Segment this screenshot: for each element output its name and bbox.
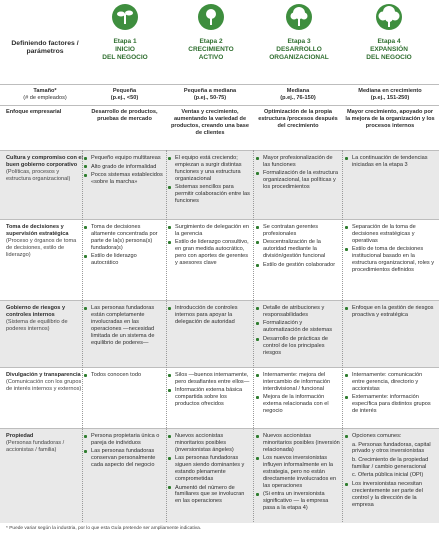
list-item: Se contratan gerentes profesionales	[256, 224, 340, 238]
stage-2-title-a: CRECIMIENTO	[188, 46, 234, 53]
disclosure-stage-1	[84, 372, 165, 381]
list-item: Estilo de liderazgo consultivo, en gran medida autocrático, pero con aportes de gerentes y asesores clave	[168, 239, 252, 267]
risk-stage-1	[84, 305, 165, 348]
focus-stage-2: Ventas y crecimiento, aumentando la variedad de productos, creando una base de clientes	[170, 109, 250, 136]
stage-4-title-a: EXPANSIÓN	[370, 46, 408, 53]
culture-stage-3	[256, 155, 340, 193]
size-stage-2	[168, 88, 252, 102]
list-item: Todos conocen todo	[84, 372, 165, 379]
ownership-stage-4	[345, 433, 435, 510]
list-item: Las personas fundadoras conservan personalmente cada aspecto del negocio	[84, 448, 165, 469]
size-stage-2-range: (p.ej., 50-75)	[193, 94, 227, 101]
list-item: Aumentó del número de familiares que se involucran en las operaciones	[168, 485, 252, 506]
disclosure-subtitle: (Comunicación con los grupos de interés internos y externos)	[6, 378, 82, 392]
culture-title: Cultura y compromiso con el buen gobierno corporativo	[6, 155, 84, 168]
risk-label	[6, 305, 84, 333]
footnote: * Puede variar según la industria, por lo que esta Guía pretende ser ampliamente indicativa.	[6, 526, 202, 531]
small-tree-icon	[198, 4, 224, 30]
list-item: El equipo está creciendo; empiezan a surgir distintas funciones y una estructura organizacional	[168, 155, 252, 183]
list-item: Nuevos accionistas minoritarios posibles (inversión relacionada)	[256, 433, 340, 454]
size-label-text: Tamaño*	[33, 88, 57, 94]
decisions-stage-4	[345, 224, 435, 276]
list-item: Desarrollo de prácticas de control de los principales riesgos	[256, 336, 340, 357]
list-item: Pocos sistemas establecidos «sobre la marcha»	[84, 172, 165, 186]
column-divider	[253, 150, 254, 522]
stage-3-title-a: DESARROLLO	[276, 46, 322, 53]
risk-stage-2	[168, 305, 252, 327]
list-item: Internamente: comunicación entre gerencia, directorio y accionistas	[345, 372, 435, 393]
stage-1-header	[82, 4, 168, 62]
risk-row	[0, 300, 439, 367]
focus-stage-4: Mayor crecimiento, apoyado por la mejora de la organización y los procesos internos	[345, 109, 435, 129]
risk-stage-3	[256, 305, 340, 358]
list-item: Persona propietaria única o pareja de individuos	[84, 433, 165, 447]
list-item: Silos —buenos internamente, pero desafiantes entre ellos—	[168, 372, 252, 386]
culture-stage-2	[168, 155, 252, 207]
decisions-subtitle: (Proceso y órganos de toma de decisiones, estilo de liderazgo)	[6, 237, 77, 258]
stage-3-header	[256, 4, 342, 62]
stage-2-number: Etapa 2	[199, 38, 223, 45]
stage-4-number: Etapa 4	[377, 38, 401, 45]
list-item: Pequeño equipo multitareas	[84, 155, 165, 162]
culture-stage-1	[84, 155, 165, 187]
focus-stage-3: Optimización de la propia estructura /procesos después del crecimiento	[258, 109, 338, 129]
list-item: Información externa básica compartida sobre los productos ofrecidos	[168, 387, 252, 408]
decisions-stage-3	[256, 224, 340, 270]
list-item: Alto grado de informalidad	[84, 164, 165, 171]
list-item: Mejora de la información externa relacionada con el negocio	[256, 394, 340, 415]
stage-1-title-a: INICIO	[115, 46, 135, 53]
disclosure-stage-3	[256, 372, 340, 417]
list-item: (Si entra un inversionista significativo — la empresa pasa a la etapa 4)	[256, 491, 340, 512]
disclosure-title: Divulgación y transparencia	[6, 372, 81, 378]
size-stage-1-name: Pequeña	[112, 88, 137, 94]
list-item: La continuación de tendencias iniciadas en la etapa 3	[345, 155, 435, 169]
list-item: Los nuevos inversionistas influyen informalmente en la estrategia, pero no están directamente involucrados en las operaciones	[256, 455, 340, 490]
list-item: Sistemas sencillos para permitir colaboración entre las funciones	[168, 184, 252, 205]
ownership-stage-3	[256, 433, 340, 514]
decisions-stage-2	[168, 224, 252, 269]
culture-label	[6, 155, 84, 183]
list-item: b. Crecimiento de la propiedad familiar / cambio generacional	[352, 456, 429, 470]
size-stage-3	[256, 88, 340, 102]
list-item: Formalización de la estructura organizacional, las políticas y los procedimientos	[256, 170, 340, 191]
list-item: Mayor profesionalización de las funciones	[256, 155, 340, 169]
size-stage-4-name: Mediana en crecimiento	[358, 88, 422, 94]
header-label: Definiendo factores / parámetros	[11, 40, 79, 56]
culture-stage-4	[345, 155, 435, 170]
table-header	[0, 0, 439, 82]
list-item: Estilo de gestión colaborador	[256, 262, 340, 269]
disclosure-row	[0, 367, 439, 428]
stage-2-title-b: ACTIVO	[198, 54, 224, 61]
ownership-row	[0, 428, 439, 523]
list-item: Enfoque en la gestión de riesgos proactiva y estratégica	[345, 305, 435, 319]
focus-label: Enfoque empresarial	[6, 109, 62, 115]
list-item: a. Personas fundadoras, capital privado y otros inversionistas	[352, 441, 431, 455]
disclosure-stage-2	[168, 372, 252, 410]
ownership-stage-1	[84, 433, 165, 471]
decisions-label	[6, 224, 84, 259]
disclosure-stage-4	[345, 372, 435, 417]
size-row	[0, 84, 439, 105]
stage-1-title-b: DEL NEGOCIO	[102, 54, 148, 61]
list-item: Separación de la toma de decisiones estratégicas y operativas	[345, 224, 435, 245]
culture-subtitle: (Políticas, procesos y estructura organizacional)	[6, 168, 71, 182]
risk-stage-4	[345, 305, 435, 320]
stage-1-number: Etapa 1	[113, 38, 137, 45]
decisions-row	[0, 219, 439, 300]
size-stage-3-name: Mediana	[286, 88, 310, 94]
list-item: Surgimiento de delegación en la gerencia	[168, 224, 252, 238]
focus-stage-1: Desarrollo de productos, pruebas de mercado	[91, 109, 158, 122]
ownership-label	[6, 433, 84, 454]
list-item: Introducción de controles internos para apoyar la delegación de autoridad	[168, 305, 252, 326]
list-item: Estilo de liderazgo autocrático	[84, 253, 165, 267]
culture-row	[0, 150, 439, 219]
list-item: Formalización y automatización de sistemas	[256, 320, 340, 334]
size-label	[6, 88, 84, 102]
list-item: Detalle de atribuciones y responsabilidades	[256, 305, 340, 319]
decisions-title: Toma de decisiones y supervisión estratégica	[6, 224, 69, 237]
ownership-subtitle: (Personas fundadoras / accionistas / familia)	[6, 439, 65, 453]
list-item: Descentralización de la autoridad mediante la división/gestión funcional	[256, 239, 340, 260]
size-stage-1-range: (p.ej., <50)	[110, 94, 139, 101]
size-stage-1	[84, 88, 165, 102]
ownership-stage-2	[168, 433, 252, 507]
column-divider	[342, 150, 343, 522]
list-item: Opciones comunes:	[345, 433, 435, 440]
list-item: Las personas fundadoras siguen siendo dominantes y estando plenamente comprometidas	[168, 455, 252, 483]
disclosure-label	[6, 372, 84, 393]
stage-3-title-b: ORGANIZACIONAL	[269, 54, 329, 61]
stage-4-title-b: DEL NEGOCIO	[366, 54, 412, 61]
large-tree-icon	[376, 4, 402, 30]
focus-row	[0, 105, 439, 150]
decisions-stage-1	[84, 224, 165, 269]
column-divider	[166, 150, 167, 522]
stage-2-header	[168, 4, 254, 62]
tree-icon	[286, 4, 312, 30]
stage-3-number: Etapa 3	[287, 38, 311, 45]
stage-4-header	[346, 4, 432, 62]
list-item: Los inversionistas necesitan crecientemente ser parte del control y la dirección de la empresa	[345, 481, 435, 509]
sprout-icon	[112, 4, 138, 30]
ownership-title: Propiedad	[6, 433, 34, 439]
list-item: Toma de decisiones altamente concentrada por parte de la(s) persona(s) fundadora(s)	[84, 224, 165, 252]
size-stage-2-name: Pequeña a mediana	[183, 88, 237, 94]
column-divider	[82, 150, 83, 522]
risk-title: Gobierno de riesgos y controles internos	[6, 305, 66, 318]
risk-subtitle: (Sistema de equilibrio de poderes internos)	[6, 318, 68, 332]
size-stage-4-range: (p.ej., 151-250)	[370, 94, 410, 101]
list-item: Estilo de toma de decisiones institucional basado en la estructura organizacional, roles y procedimientos definidos	[345, 246, 435, 274]
list-item: Internamente: mejora del intercambio de información interdivisional / funcional	[256, 372, 340, 393]
size-sublabel-text: (# de empleados)	[23, 94, 67, 101]
list-item: Externamente: información específica para distintos grupos de interés	[345, 394, 435, 415]
size-stage-4	[345, 88, 435, 102]
list-item: Las personas fundadoras están completamente involucradas en las operaciones —necesidad limitada de un sistema de equilibrio de poderes—	[84, 305, 165, 346]
list-item: c. Oferta pública inicial (OPI)	[352, 472, 424, 479]
size-stage-3-range: (p.ej., 76-150)	[280, 94, 316, 101]
list-item: Nuevos accionistas minoritarios posibles (inversionistas ángeles)	[168, 433, 252, 454]
